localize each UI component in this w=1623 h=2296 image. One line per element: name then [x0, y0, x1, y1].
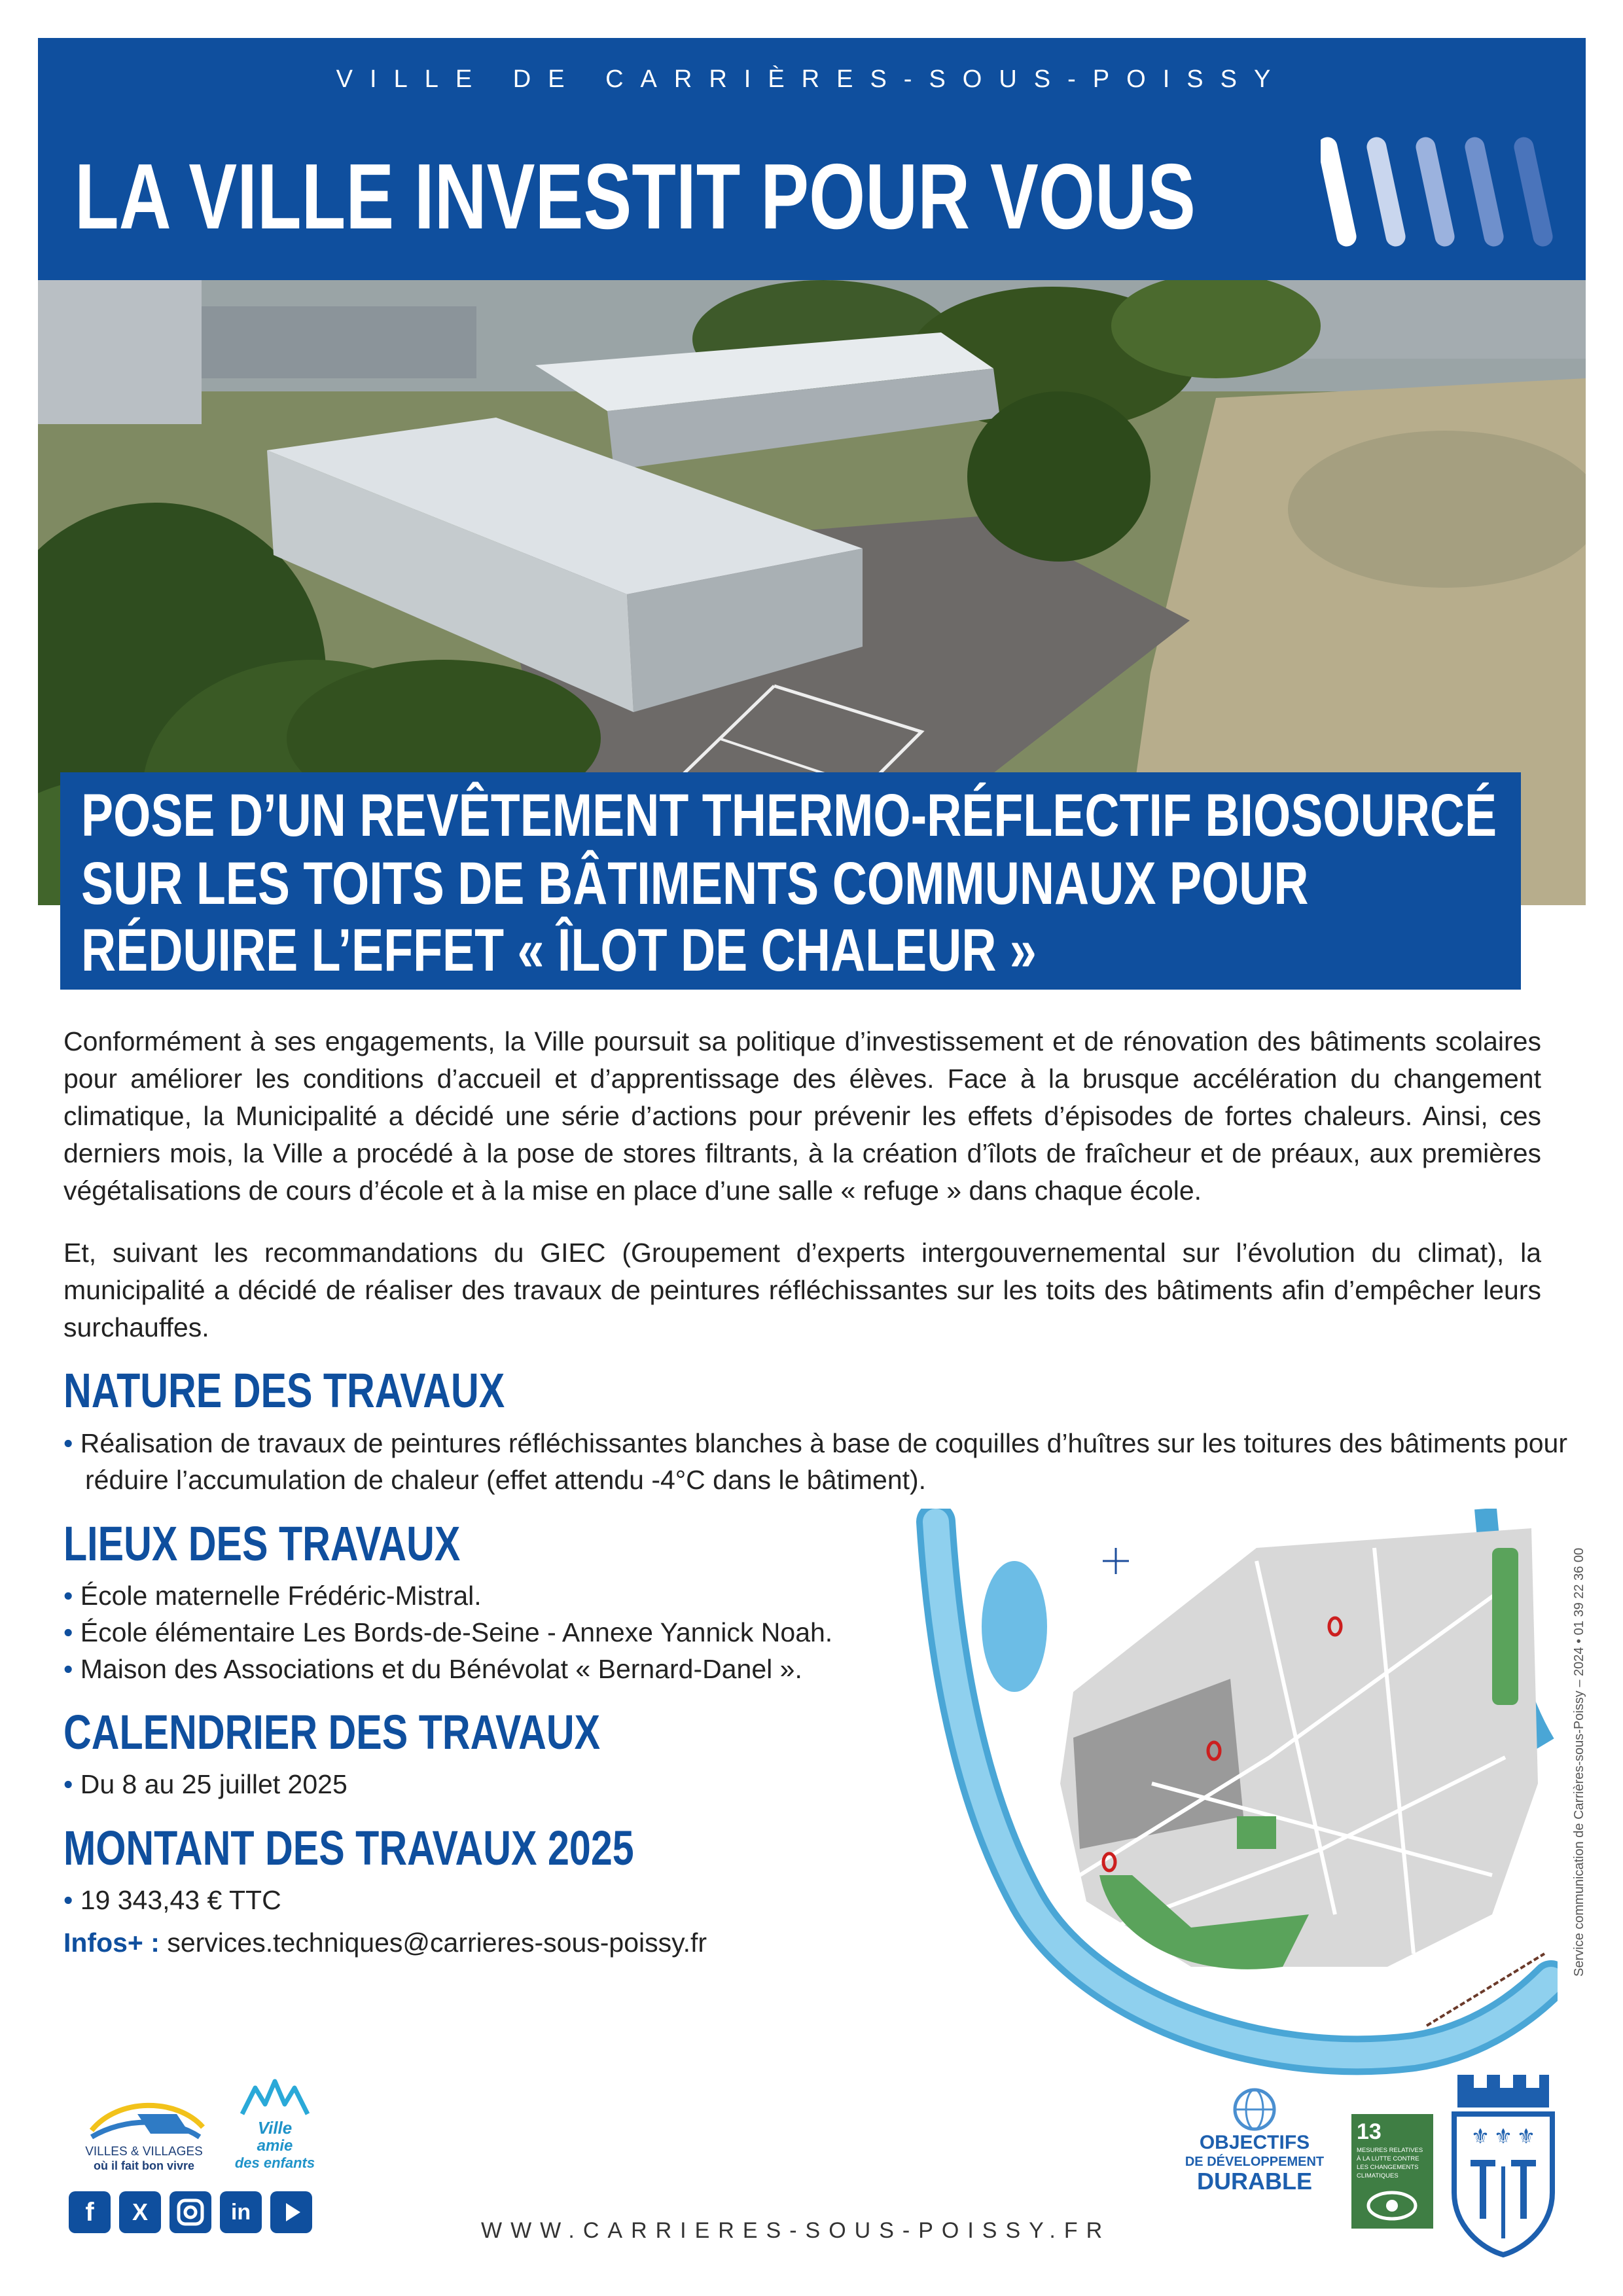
city-name: VILLE DE CARRIÈRES-SOUS-POISSY — [336, 65, 1288, 93]
page-headline: LA VILLE INVESTIT POUR VOUS — [75, 145, 1196, 249]
town-map — [916, 1509, 1558, 2085]
lieux-item: • Maison des Associations et du Bénévolat « Bernard-Danel ». — [63, 1654, 802, 1684]
odd-line3: DURABLE — [1197, 2168, 1312, 2195]
instagram-glyph-icon — [169, 2191, 211, 2233]
nature-item-text: Réalisation de travaux de peintures réfléchissantes blanches à base de coquilles d’huîtres sur les toitures des bâtiments pour — [80, 1428, 1567, 1458]
villes-villages-logo — [79, 2091, 209, 2176]
enfants-logo-line1: Ville — [257, 2118, 293, 2138]
nature-item-continued: réduire l’accumulation de chaleur (effet attendu -4°C dans le bâtiment). — [85, 1465, 927, 1495]
section-title-nature: NATURE DES TRAVAUX — [63, 1363, 505, 1418]
nature-item: • Réalisation de travaux de peintures réfléchissantes blanches à base de coquilles d’huîtres sur les toitures des bâtiments pour — [63, 1428, 1567, 1458]
website-link[interactable]: WWW.CARRIERES-SOUS-POISSY.FR — [481, 2218, 1111, 2243]
lieux-item: • École maternelle Frédéric-Mistral. — [63, 1581, 482, 1611]
section-title-calendrier: CALENDRIER DES TRAVAUX — [63, 1705, 601, 1759]
lieux-item-text: École élémentaire Les Bords-de-Seine - Annexe Yannick Noah. — [80, 1617, 833, 1647]
subtitle-line-3: RÉDUIRE L’EFFET « ÎLOT DE CHALEUR » — [81, 917, 1037, 984]
villes-logo-line1: VILLES & VILLAGES — [85, 2145, 203, 2159]
decorative-stripes-icon — [1321, 136, 1582, 293]
odd13-text-line1: MESURES RELATIVES — [1357, 2147, 1423, 2154]
linkedin-icon[interactable]: in — [220, 2191, 262, 2233]
infos-email-link[interactable]: services.techniques@carrieres-sous-poissy.fr — [167, 1928, 707, 1958]
objectifs-developpement-durable-logo — [1178, 2085, 1332, 2199]
infos-line — [63, 1928, 707, 1958]
montant-item-text: 19 343,43 € TTC — [80, 1885, 281, 1915]
subtitle-line-1: POSE D’UN REVÊTEMENT THERMO-RÉFLECTIF BIOSOURCÉ — [81, 782, 1497, 849]
odd-13-climate-badge — [1351, 2114, 1433, 2229]
intro-paragraph-2: Et, suivant les recommandations du GIEC (Groupement d’experts intergouvernemental sur l’évolution du climat), la municipalité a décidé de réaliser des travaux de peintures réfléchissantes sur les toits des bâtiments afin d’empêcher leurs surchauffes. — [63, 1238, 1541, 1342]
header-banner — [38, 38, 1586, 280]
lieux-item: • École élémentaire Les Bords-de-Seine - Annexe Yannick Noah. — [63, 1617, 833, 1647]
city-crest-logo — [1448, 2068, 1559, 2258]
odd-line1: OBJECTIFS — [1199, 2132, 1310, 2153]
youtube-icon[interactable] — [270, 2191, 312, 2233]
x-icon[interactable]: X — [119, 2191, 161, 2233]
subtitle-line-2: SUR LES TOITS DE BÂTIMENTS COMMUNAUX POUR — [81, 850, 1309, 917]
odd13-text-line3: LES CHANGEMENTS — [1357, 2164, 1419, 2171]
ville-amie-des-enfants-logo — [229, 2075, 321, 2176]
svg-text:⚜: ⚜ — [1516, 2124, 1536, 2149]
subtitle-box — [60, 772, 1521, 990]
villes-logo-line2: où il fait bon vivre — [93, 2159, 195, 2172]
intro-paragraph-1: Conformément à ses engagements, la Ville poursuit sa politique d’investissement et de rénovation des bâtiments scolaires pour améliorer les conditions d’accueil et d’apprentissage des élèves. Face à la brusque accélération du changement climatique, la Municipalité a décidé une série d’actions pour prévenir les effets d’épisodes de fortes chaleurs. Ainsi, ces derniers mois, la Ville a procédé à la pose de stores filtrants, à la création d’îlots de fraîcheur et de préaux, aux premières végétalisations de cours d’école et à la mise en place d’une salle « refuge » dans chaque école. — [63, 1026, 1541, 1206]
section-title-montant: MONTANT DES TRAVAUX 2025 — [63, 1821, 634, 1875]
instagram-icon[interactable] — [169, 2191, 211, 2233]
odd-line2: DE DÉVELOPPEMENT — [1185, 2155, 1325, 2169]
svg-text:⚜: ⚜ — [1471, 2124, 1490, 2149]
enfants-logo-line3: des enfants — [234, 2155, 315, 2171]
odd13-text-line2: À LA LUTTE CONTRE — [1357, 2155, 1419, 2162]
facebook-icon[interactable]: f — [69, 2191, 111, 2233]
montant-item: • 19 343,43 € TTC — [63, 1885, 281, 1915]
lieux-item-text: Maison des Associations et du Bénévolat « Bernard-Danel ». — [80, 1654, 802, 1684]
enfants-logo-line2: amie — [257, 2137, 293, 2155]
lieux-item-text: École maternelle Frédéric-Mistral. — [80, 1581, 482, 1611]
odd13-text-line4: CLIMATIQUES — [1357, 2172, 1399, 2179]
section-title-lieux: LIEUX DES TRAVAUX — [63, 1516, 461, 1571]
side-credit — [1567, 1505, 1593, 1977]
calendrier-item: • Du 8 au 25 juillet 2025 — [63, 1769, 348, 1799]
youtube-play-icon — [270, 2191, 312, 2233]
calendrier-item-text: Du 8 au 25 juillet 2025 — [80, 1769, 348, 1799]
infos-label: Infos+ : — [63, 1928, 160, 1958]
odd13-number: 13 — [1357, 2119, 1382, 2144]
svg-text:⚜: ⚜ — [1493, 2124, 1513, 2149]
side-credit-text: Service communication de Carrières-sous-Poissy – 2024 • 01 39 22 36 00 — [1572, 1547, 1586, 1977]
